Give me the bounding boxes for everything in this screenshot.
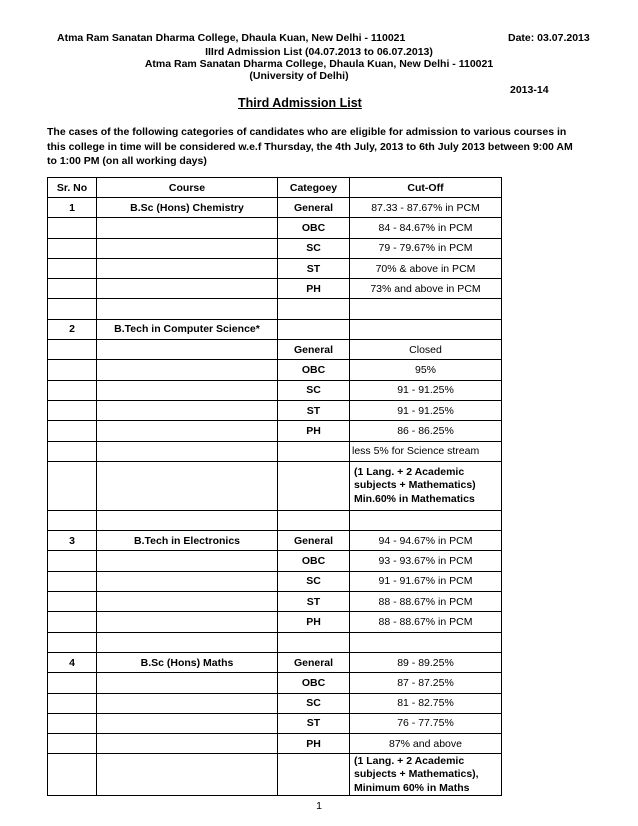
category-cell: SC: [278, 380, 350, 400]
sr-no-cell: [48, 299, 97, 319]
college-name-line-2: Atma Ram Sanatan Dharma College, Dhaula Kuan, New Delhi - 110021: [144, 58, 494, 70]
course-cell: [97, 673, 278, 693]
cutoff-cell: 70% & above in PCM: [350, 258, 502, 278]
table-row: [48, 673, 502, 693]
cutoff-cell: 87.33 - 87.67% in PCM: [350, 198, 502, 218]
sr-no-cell: [48, 441, 97, 461]
cutoff-cell: 87% and above: [350, 734, 502, 754]
sr-no-cell: [48, 360, 97, 380]
course-cell: [97, 713, 278, 733]
header-sr-no: Sr. No: [48, 178, 97, 198]
sr-no-cell: [48, 218, 97, 238]
table-row: [48, 632, 502, 652]
category-cell: ST: [278, 258, 350, 278]
table-row: [48, 734, 502, 754]
category-cell: OBC: [278, 551, 350, 571]
table-row: [48, 441, 502, 461]
cutoff-cell: 93 - 93.67% in PCM: [350, 551, 502, 571]
cutoff-cell: 73% and above in PCM: [350, 279, 502, 299]
cutoff-cell: 81 - 82.75%: [350, 693, 502, 713]
cutoff-cell: 88 - 88.67% in PCM: [350, 592, 502, 612]
table-header-row: [48, 178, 502, 198]
category-cell: [278, 632, 350, 652]
sr-no-cell: [48, 693, 97, 713]
cutoff-cell: 76 - 77.75%: [350, 713, 502, 733]
course-cell: [97, 461, 278, 510]
sr-no-cell: [48, 632, 97, 652]
course-cell: [97, 632, 278, 652]
course-cell: B.Tech in Computer Science*: [97, 319, 278, 339]
course-cell: [97, 592, 278, 612]
table-row: [48, 510, 502, 530]
college-name-line: Atma Ram Sanatan Dharma College, Dhaula Kuan, New Delhi - 110021: [57, 32, 406, 44]
table-row: [48, 461, 502, 510]
page-number: 1: [316, 800, 322, 812]
cutoff-cell: Closed: [350, 340, 502, 360]
course-cell: B.Sc (Hons) Maths: [97, 652, 278, 672]
sr-no-cell: [48, 340, 97, 360]
cutoff-cell: 94 - 94.67% in PCM: [350, 531, 502, 551]
category-cell: [278, 754, 350, 796]
sr-no-cell: [48, 421, 97, 441]
sr-no-cell: [48, 673, 97, 693]
sr-no-cell: [48, 571, 97, 591]
category-cell: PH: [278, 734, 350, 754]
cutoff-cell: 91 - 91.67% in PCM: [350, 571, 502, 591]
category-cell: SC: [278, 571, 350, 591]
table-row: [48, 380, 502, 400]
course-cell: [97, 218, 278, 238]
course-cell: [97, 571, 278, 591]
sr-no-cell: [48, 279, 97, 299]
category-cell: PH: [278, 279, 350, 299]
sr-no-cell: [48, 400, 97, 420]
table-row: [48, 551, 502, 571]
sr-no-cell: [48, 510, 97, 530]
sr-no-cell: 2: [48, 319, 97, 339]
category-cell: [278, 461, 350, 510]
table-row: [48, 198, 502, 218]
sr-no-cell: 4: [48, 652, 97, 672]
category-cell: OBC: [278, 218, 350, 238]
table-row: [48, 400, 502, 420]
course-cell: [97, 400, 278, 420]
cutoff-cell: [350, 632, 502, 652]
category-cell: OBC: [278, 673, 350, 693]
document-date: Date: 03.07.2013: [508, 32, 590, 44]
course-cell: [97, 421, 278, 441]
header-cutoff: Cut-Off: [350, 178, 502, 198]
cutoff-cell: less 5% for Science stream: [350, 441, 502, 461]
category-cell: General: [278, 652, 350, 672]
course-cell: [97, 238, 278, 258]
category-cell: SC: [278, 238, 350, 258]
category-cell: [278, 510, 350, 530]
cutoff-cell: 91 - 91.25%: [350, 380, 502, 400]
category-cell: [278, 299, 350, 319]
sr-no-cell: [48, 592, 97, 612]
cutoff-cell: 79 - 79.67% in PCM: [350, 238, 502, 258]
category-cell: [278, 441, 350, 461]
admission-list-line: IIIrd Admission List (04.07.2013 to 06.07.2013): [205, 46, 433, 58]
table-row: [48, 531, 502, 551]
table-row: [48, 571, 502, 591]
table-row: [48, 238, 502, 258]
course-cell: [97, 612, 278, 632]
table-row: [48, 279, 502, 299]
cutoff-table: [47, 177, 502, 796]
sr-no-cell: [48, 551, 97, 571]
course-cell: [97, 258, 278, 278]
course-cell: [97, 340, 278, 360]
cutoff-cell: 84 - 84.67% in PCM: [350, 218, 502, 238]
cutoff-cell: (1 Lang. + 2 Academic subjects + Mathematics) Min.60% in Mathematics: [350, 461, 502, 510]
course-cell: B.Sc (Hons) Chemistry: [97, 198, 278, 218]
cutoff-cell: 87 - 87.25%: [350, 673, 502, 693]
cutoff-cell: (1 Lang. + 2 Academic subjects + Mathematics), Minimum 60% in Maths: [350, 754, 502, 796]
table-row: [48, 218, 502, 238]
intro-paragraph: The cases of the following categories of candidates who are eligible for admission to various courses in this college in time will be considered w.e.f Thursday, the 4th July, 2013 to 6th July 2013 between 9:00 AM to 1:00 PM (on all working days): [47, 126, 573, 168]
category-cell: ST: [278, 400, 350, 420]
header-category: Categoey: [278, 178, 350, 198]
table-row: [48, 612, 502, 632]
sr-no-cell: [48, 238, 97, 258]
cutoff-cell: [350, 299, 502, 319]
sr-no-cell: [48, 380, 97, 400]
table-row: [48, 299, 502, 319]
course-cell: [97, 299, 278, 319]
cutoff-cell: 89 - 89.25%: [350, 652, 502, 672]
sr-no-cell: [48, 258, 97, 278]
course-cell: [97, 279, 278, 299]
cutoff-cell: 91 - 91.25%: [350, 400, 502, 420]
category-cell: OBC: [278, 360, 350, 380]
category-cell: General: [278, 340, 350, 360]
sr-no-cell: [48, 734, 97, 754]
course-cell: B.Tech in Electronics: [97, 531, 278, 551]
cutoff-cell: 86 - 86.25%: [350, 421, 502, 441]
cutoff-cell: 95%: [350, 360, 502, 380]
page-title: Third Admission List: [238, 96, 362, 110]
sr-no-cell: [48, 754, 97, 796]
category-cell: [278, 319, 350, 339]
category-cell: PH: [278, 421, 350, 441]
sr-no-cell: [48, 461, 97, 510]
table-row: [48, 652, 502, 672]
table-row: [48, 592, 502, 612]
sr-no-cell: 1: [48, 198, 97, 218]
table-row: [48, 340, 502, 360]
university-line: (University of Delhi): [249, 70, 349, 82]
sr-no-cell: [48, 612, 97, 632]
sr-no-cell: [48, 713, 97, 733]
table-row: [48, 693, 502, 713]
category-cell: General: [278, 198, 350, 218]
category-cell: ST: [278, 713, 350, 733]
table-row: [48, 360, 502, 380]
cutoff-cell: [350, 510, 502, 530]
course-cell: [97, 360, 278, 380]
header-course: Course: [97, 178, 278, 198]
cutoff-cell: [350, 319, 502, 339]
category-cell: ST: [278, 592, 350, 612]
course-cell: [97, 510, 278, 530]
course-cell: [97, 754, 278, 796]
table-row: [48, 754, 502, 796]
sr-no-cell: 3: [48, 531, 97, 551]
academic-year: 2013-14: [510, 84, 549, 96]
category-cell: SC: [278, 693, 350, 713]
course-cell: [97, 380, 278, 400]
cutoff-cell: 88 - 88.67% in PCM: [350, 612, 502, 632]
course-cell: [97, 551, 278, 571]
table-row: [48, 319, 502, 339]
course-cell: [97, 693, 278, 713]
table-row: [48, 421, 502, 441]
table-row: [48, 713, 502, 733]
course-cell: [97, 734, 278, 754]
category-cell: General: [278, 531, 350, 551]
table-row: [48, 258, 502, 278]
category-cell: PH: [278, 612, 350, 632]
course-cell: [97, 441, 278, 461]
